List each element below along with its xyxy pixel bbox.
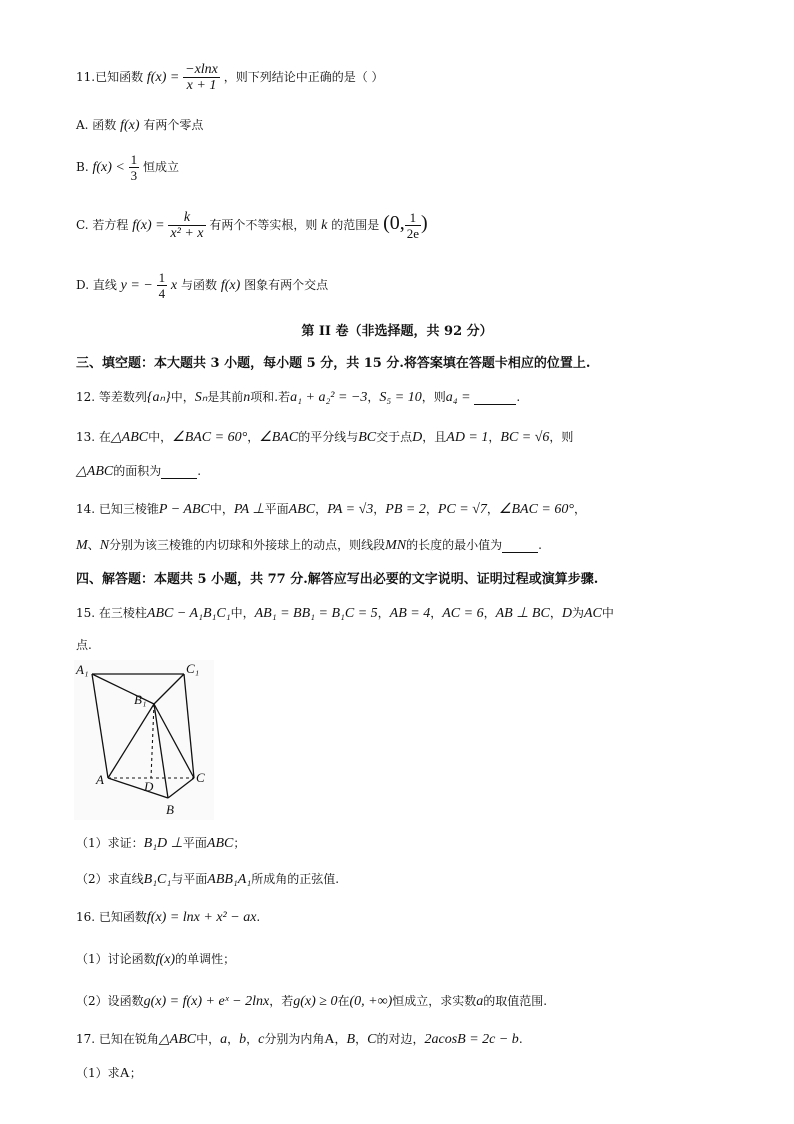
q11-prefix: 11.已知函数 [76, 70, 144, 84]
label-a: A [96, 772, 104, 787]
prism-figure [74, 660, 214, 820]
q15-part2: （2）求直线B₁C₁与平面ABB₁A₁所成角的正弦值. [76, 872, 340, 887]
section-3-header: 三、填空题：本大题共 3 小题，每小题 5 分，共 15 分.将答案填在答题卡相应的位置上. [76, 356, 591, 371]
q13-line2: △ABC的面积为 . [76, 464, 202, 479]
q14-line1: 14. 已知三棱锥P − ABC中，PA ⊥平面ABC，PA = √3，PB = 2，PC = √7，∠BAC = 60°， [76, 502, 586, 517]
q15-line2: 点. [76, 638, 92, 652]
q11-option-a: A. 函数 f(x) 有两个零点 [76, 118, 204, 133]
section-4-header: 四、解答题：本题共 5 小题，共 77 分.解答应写出必要的文字说明、证明过程或演算步骤. [76, 572, 599, 587]
q17-stem: 17. 已知在锐角△ABC中，a，b，c分别为内角A，B，C的对边，2acosB = 2c − b. [76, 1032, 523, 1047]
label-c: C [196, 770, 205, 785]
q11-fx: f(x) = [146, 70, 180, 85]
q14-line2: M、N分别为该三棱锥的内切球和外接球上的动点，则线段MN的长度的最小值为 . [76, 538, 542, 553]
q17-part1: （1）求A； [76, 1066, 142, 1081]
q11-stem [76, 62, 384, 93]
q15-part1: （1）求证：B₁D ⊥平面ABC； [76, 836, 246, 851]
q15-line1: 15. 在三棱柱ABC − A₁B₁C₁中，AB₁ = BB₁ = B₁C = 5，AB = 4，AC = 6，AB ⊥ BC，D为AC中 [76, 606, 614, 621]
q13-answer-blank [161, 464, 197, 479]
q13-line1: 13. 在△ABC中，∠BAC = 60°，∠BAC的平分线与BC交于点D，且AD = 1，BC = √6，则 [76, 430, 574, 445]
q11-option-c: C. 若方程 f(x) = $\frac{k}{\text{x² + x}}$ 有两个不等实根，则 k 的范围是 (0, $\frac{1}{2e}$ ) [76, 210, 428, 241]
q11-option-d: D. 直线 y = − $\frac{1}{4}$ x 与函数 f(x) 图象有两个交点 [76, 270, 329, 301]
label-c1: C₁ [186, 661, 200, 676]
q12-answer-blank [474, 390, 516, 405]
label-b1: B₁ [134, 692, 147, 707]
q16-stem: 16. 已知函数f(x) = lnx + x² − ax. [76, 910, 261, 925]
q16-part1: （1）讨论函数f(x)的单调性； [76, 952, 236, 967]
q16-part2: （2）设函数g(x) = f(x) + eˣ − 2lnx，若g(x) ≥ 0在(0, +∞)恒成立，求实数a的取值范围. [76, 994, 548, 1009]
label-d: D [144, 779, 154, 794]
q14-answer-blank [502, 538, 538, 553]
label-b: B [166, 802, 174, 817]
q11-fraction: $\frac{-xlnx}{x + 1}$ [185, 62, 218, 93]
label-a1: A₁ [76, 662, 89, 677]
part-2-title: 第 II 卷（非选择题，共 92 分） [301, 324, 493, 339]
q11-suffix: ，则下列结论中正确的是（ ） [223, 70, 384, 84]
q12: 12. 等差数列{aₙ}中，Sₙ是其前n项和.若a₁ + a₂² = −3，S₅ = 10，则a₄ = . [76, 390, 521, 405]
q11-option-b: B. f(x) < $\frac{1}{3}$ 恒成立 [76, 152, 180, 183]
